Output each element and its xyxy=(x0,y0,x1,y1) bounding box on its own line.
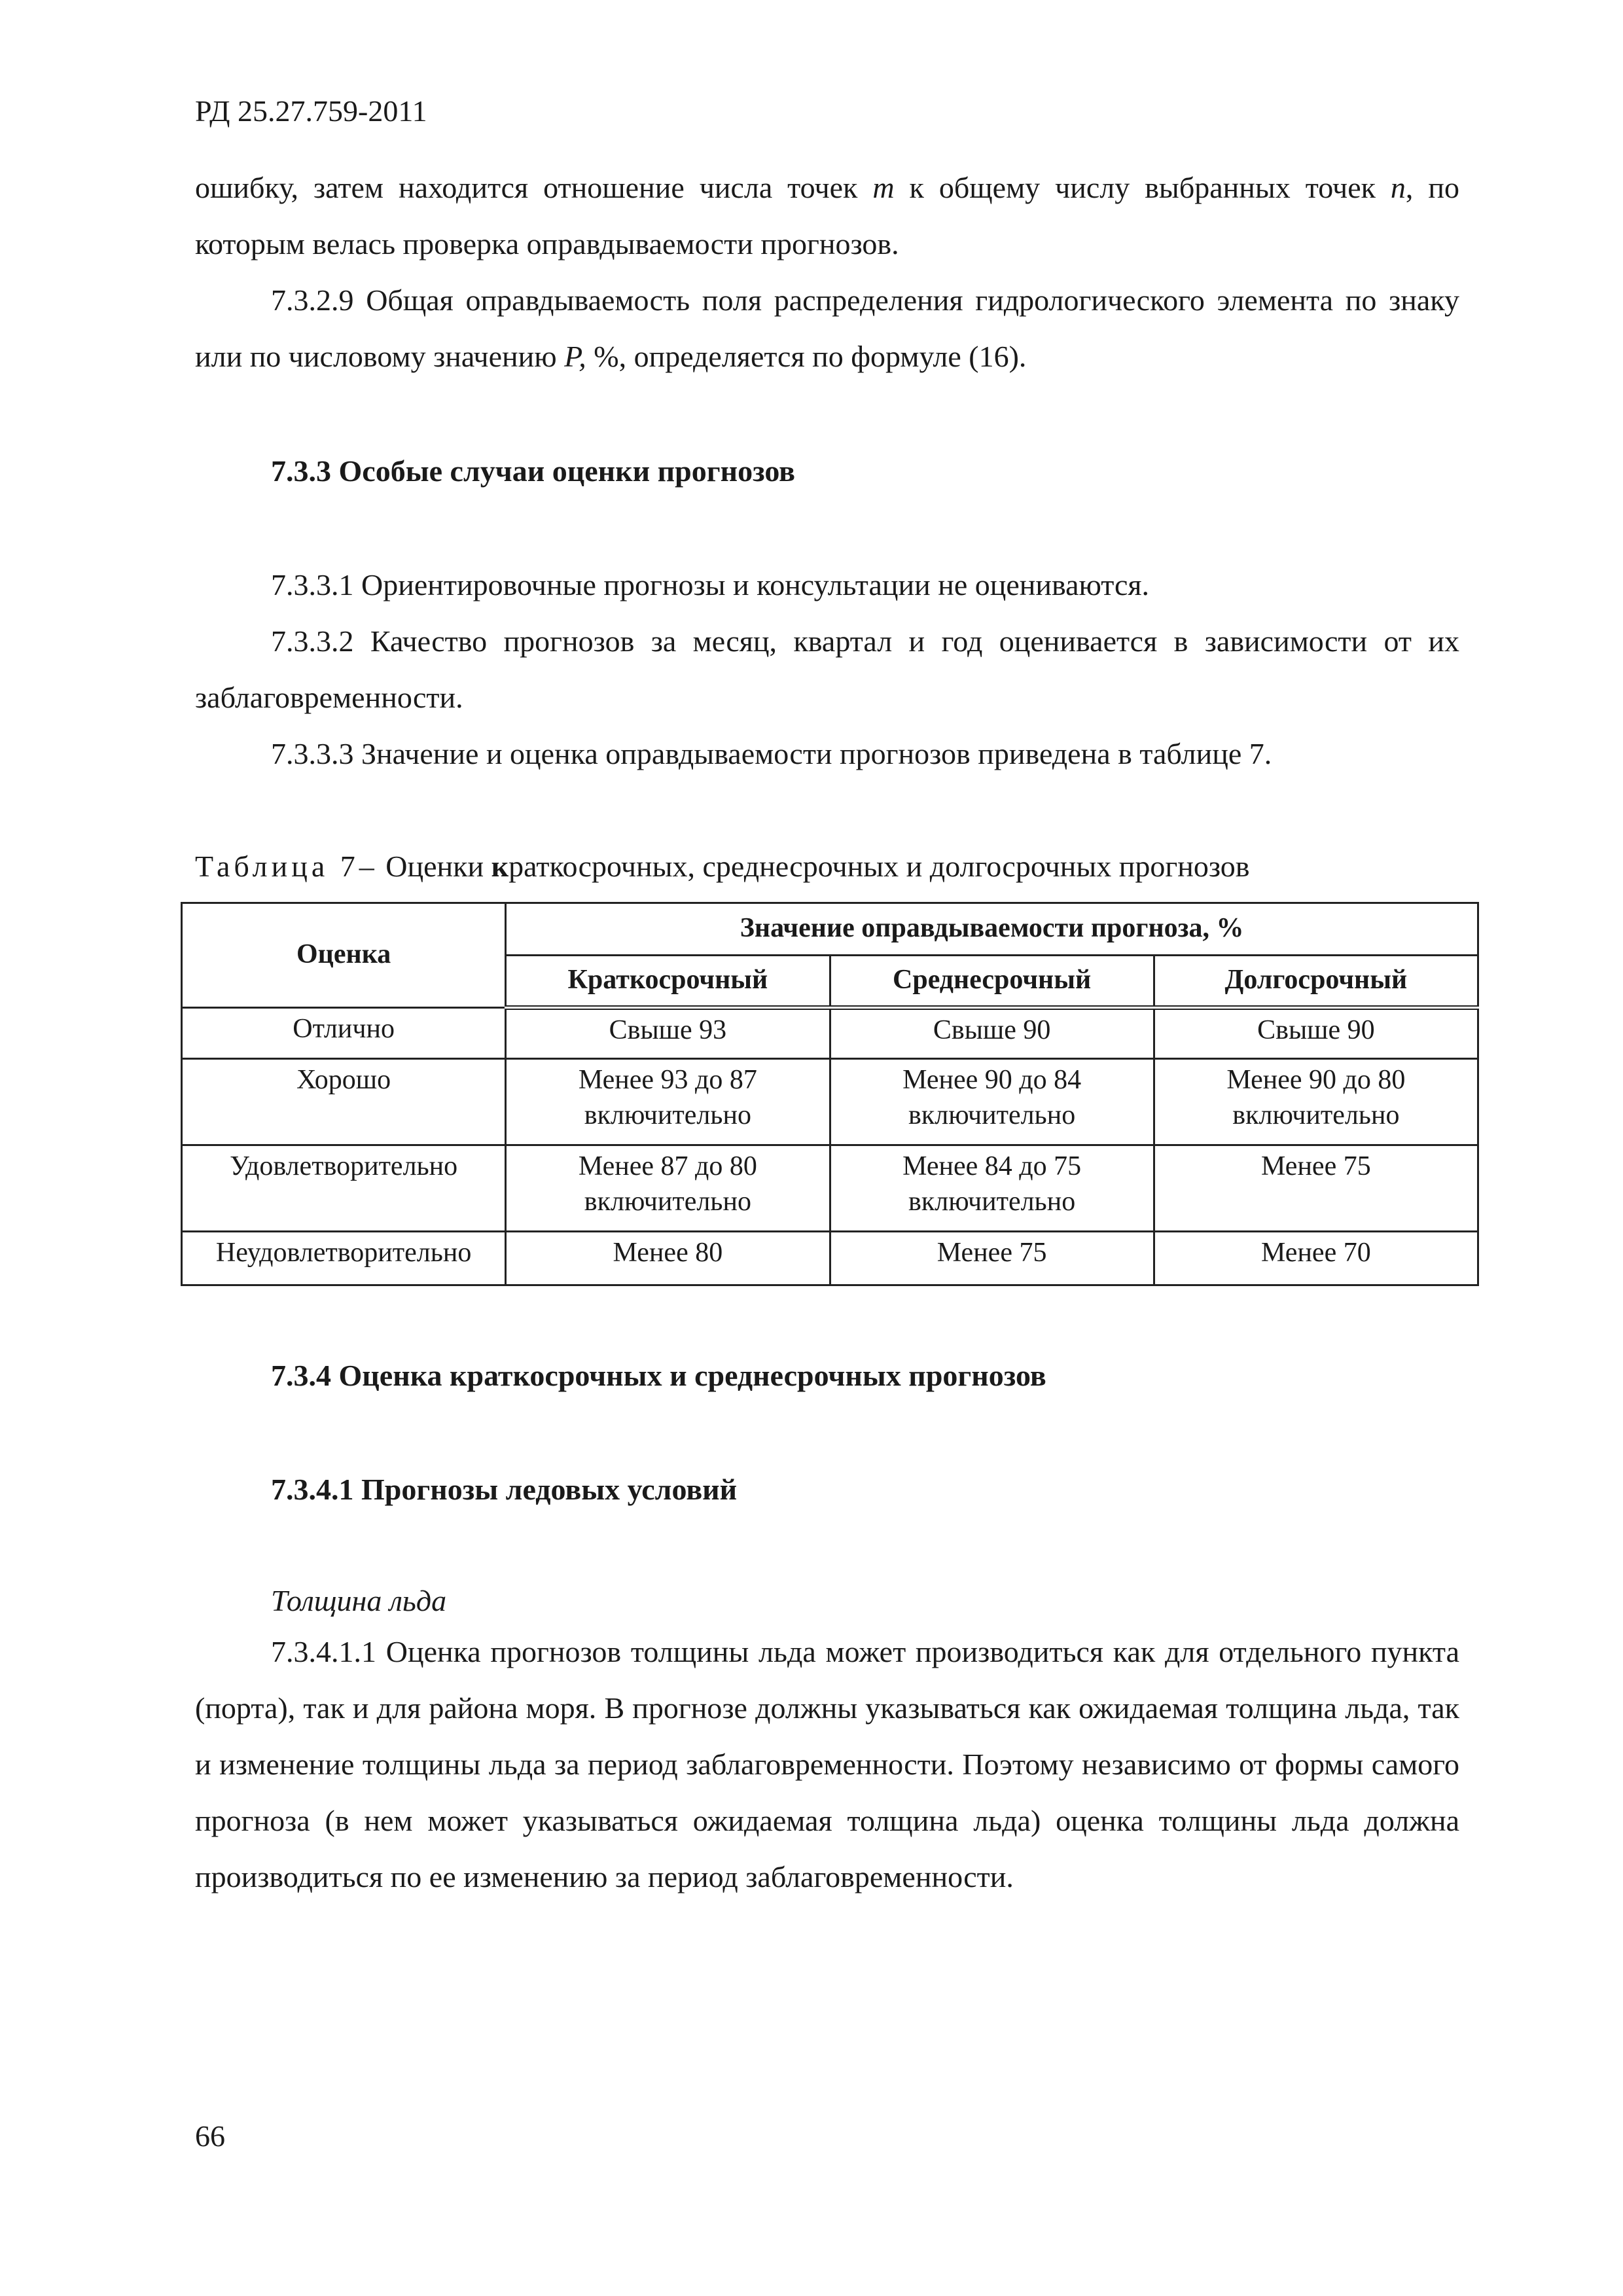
paragraph-continuation xyxy=(195,160,1459,272)
cell-mid: Менее 90 до 84 включительно xyxy=(830,1059,1154,1145)
page-number: 66 xyxy=(195,2119,225,2153)
cell-long: Менее 70 xyxy=(1154,1232,1478,1285)
variable-n: n xyxy=(1390,171,1406,204)
cell-mid: Менее 75 xyxy=(830,1232,1154,1285)
header-short-term: Краткосрочный xyxy=(506,956,830,1008)
cell-long: Менее 90 до 80 включительно xyxy=(1154,1059,1478,1145)
table-row xyxy=(182,1059,1478,1145)
cell-grade: Отлично xyxy=(182,1008,506,1059)
header-group-value: Значение оправдываемости прогноза, % xyxy=(506,903,1478,956)
cell-short: Менее 93 до 87 включительно xyxy=(506,1059,830,1145)
table-caption xyxy=(195,848,1250,884)
cell-short: Менее 80 xyxy=(506,1232,830,1285)
table-row xyxy=(182,1232,1478,1285)
subtitle-ice-thickness: Толщина льда xyxy=(271,1584,447,1617)
cell-long: Свыше 90 xyxy=(1154,1008,1478,1059)
cell-grade: Хорошо xyxy=(182,1059,506,1145)
table-row xyxy=(182,1008,1478,1059)
p2-text-a: 7.3.2.9 Общая оправдываемость поля распределения гидрологического элемента по знаку или по числовому значению xyxy=(195,283,1459,373)
p2-text-b: %, определяется по формуле (16). xyxy=(586,340,1027,373)
table-caption-rest: раткосрочных, среднесрочных и долгосрочных прогнозов xyxy=(508,850,1250,883)
cell-grade: Удовлетворительно xyxy=(182,1145,506,1232)
table-row xyxy=(182,1145,1478,1232)
cell-short: Свыше 93 xyxy=(506,1008,830,1059)
variable-p: P, xyxy=(564,340,586,373)
header-long-term: Долгосрочный xyxy=(1154,956,1478,1008)
paragraph-7-3-4-1-1: 7.3.4.1.1 Оценка прогнозов толщины льда может производиться как для отдельного пункта (порта), так и для района моря. В прогнозе должны указываться как ожидаемая толщина льда, так и изменение толщины льда за период заблаговременности. Поэтому независимо от формы самого прогноза (в нем может указываться ожидаемая толщина льда) оценка толщины льда должна производиться по ее изменению за период заблаговременности. xyxy=(195,1635,1459,1893)
p1-text-c: , по которым велась проверка оправдываемости прогнозов. xyxy=(195,171,1459,260)
forecast-grade-table xyxy=(181,902,1479,1286)
cell-long: Менее 75 xyxy=(1154,1145,1478,1232)
variable-m: m xyxy=(872,171,895,204)
heading-7-3-4: 7.3.4 Оценка краткосрочных и среднесрочных прогнозов xyxy=(271,1359,1046,1392)
table-caption-pre: Оценки xyxy=(378,850,491,883)
header-grade: Оценка xyxy=(182,903,506,1008)
table-caption-label: Таблица 7– xyxy=(195,850,378,883)
cell-short: Менее 87 до 80 включительно xyxy=(506,1145,830,1232)
document-code: РД 25.27.759-2011 xyxy=(195,94,427,128)
cell-grade: Неудовлетворительно xyxy=(182,1232,506,1285)
p1-text-b: к общему числу выбранных точек xyxy=(894,171,1391,204)
paragraph-7-3-3-1: 7.3.3.1 Ориентировочные прогнозы и консультации не оцениваются. xyxy=(271,568,1150,601)
paragraph-7-3-2-9 xyxy=(195,272,1459,385)
heading-7-3-3: 7.3.3 Особые случаи оценки прогнозов xyxy=(271,454,796,488)
header-mid-term: Среднесрочный xyxy=(830,956,1154,1008)
paragraph-7-3-3-2: 7.3.3.2 Качество прогнозов за месяц, квартал и год оценивается в зависимости от их заблаговременности. xyxy=(195,624,1459,714)
heading-7-3-4-1: 7.3.4.1 Прогнозы ледовых условий xyxy=(271,1473,738,1506)
cell-mid: Менее 84 до 75 включительно xyxy=(830,1145,1154,1232)
table-caption-bold-letter: к xyxy=(491,850,509,883)
cell-mid: Свыше 90 xyxy=(830,1008,1154,1059)
paragraph-7-3-3-3: 7.3.3.3 Значение и оценка оправдываемости прогнозов приведена в таблице 7. xyxy=(271,737,1272,770)
p1-text-a: ошибку, затем находится отношение числа точек xyxy=(195,171,873,204)
